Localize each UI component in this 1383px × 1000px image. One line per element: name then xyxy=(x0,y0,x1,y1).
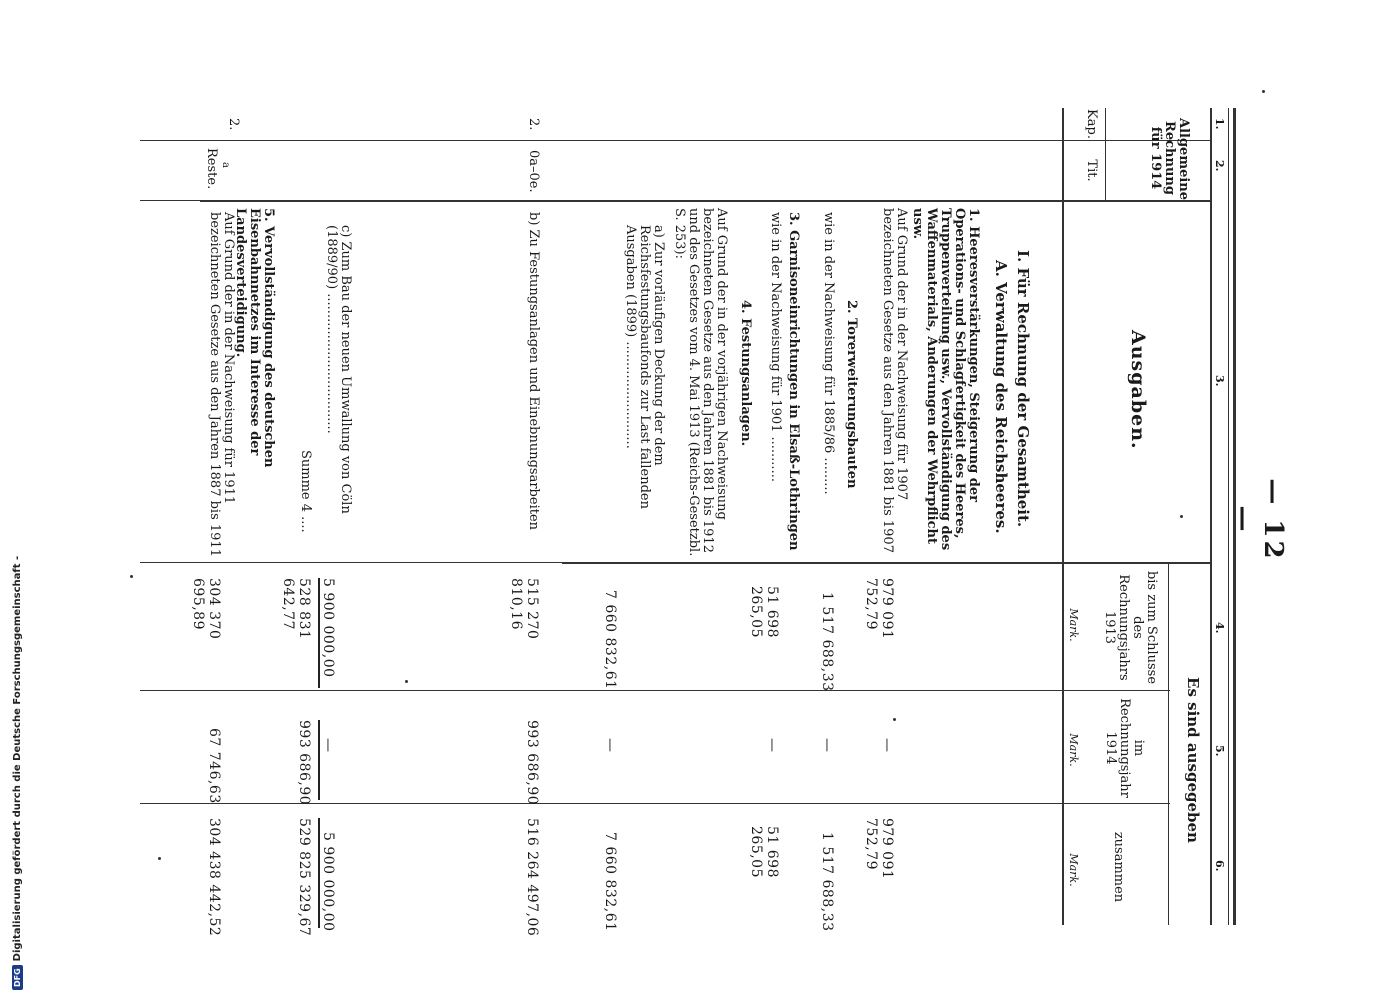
group-under-rule xyxy=(1168,562,1169,925)
row4c-c6: 5 900 000,00 xyxy=(320,832,336,932)
sep-col3-col4-full xyxy=(140,562,1210,563)
row4a-body: a) Zur vorläufigen Deckung der dem Reichsfestungsbaufonds zur Last fallenden Ausgaben (1899) .......................... xyxy=(623,225,666,509)
row3-title: 3. Garnisoneinrichtungen in Elsaß-Lothringen xyxy=(786,212,801,551)
sum4-rule-c6 xyxy=(318,818,320,928)
scan-speck xyxy=(130,575,133,578)
row1-title: 1. Heeresverstärkungen, Steigerung der Operations- und Schlagfertigkeit des Heeres, Truppenverteilung usw., Vervollständigung des Waffenmaterials, Änderungen der Wehrpflicht usw. xyxy=(910,208,981,551)
row4a-c6: 7 660 832,61 xyxy=(602,832,618,932)
scan-speck xyxy=(1262,90,1265,93)
sep-group-rule xyxy=(1170,562,1171,563)
dfg-logo: DFG xyxy=(12,965,23,990)
section-2: 2. Torerweiterungsbauten xyxy=(844,300,859,489)
row2-c4: 1 517 688,33 xyxy=(819,592,835,692)
row4b-body: b) Zu Festungsanlagen und Einebnungsarbeiten xyxy=(526,212,541,531)
col-number-3: 3. xyxy=(1213,375,1226,387)
row2-c6: 1 517 688,33 xyxy=(819,832,835,932)
top-thin-rule xyxy=(1228,108,1229,925)
unit-col5: Mark. xyxy=(1067,733,1080,767)
row5-body: Auf Grund der in der Nachweisung für 1911 bezeichneten Gesetze aus den Jahren 1887 bis 1911 xyxy=(207,212,236,557)
row4b-c5: 993 686,90 xyxy=(524,720,540,806)
unit-col4: Mark. xyxy=(1067,608,1080,642)
row1-c4: 979 091 752,79 xyxy=(863,578,895,640)
header-col5: im Rechnungsjahr 1914 xyxy=(1103,698,1146,798)
top-heavy-rule xyxy=(1233,108,1236,925)
row4b-kap: 2. xyxy=(526,118,541,131)
header-allg-rechnung: Allgemeine Rechnung für 1914 xyxy=(1148,118,1191,201)
row1-body: Auf Grund der in der Nachweisung für 1907 bezeichneten Gesetze aus den Jahren 1881 bis 1907 xyxy=(880,208,909,553)
colnum-strip-rule xyxy=(1210,108,1212,925)
row3-c5: — xyxy=(764,738,780,753)
col-number-4: 4. xyxy=(1213,622,1226,634)
sum4-c5: 993 686,90 xyxy=(296,720,312,806)
row5-tit2: Reste. xyxy=(204,148,219,190)
row4b-c6: 516 264 497,06 xyxy=(524,818,540,937)
sep-col5-col6-line xyxy=(140,803,1170,804)
row5-c5: 67 746,63 xyxy=(206,728,222,804)
sum4-label: Summe 4 .... xyxy=(298,450,313,533)
row2-c5: — xyxy=(819,738,835,753)
unit-col6: Mark. xyxy=(1067,853,1080,887)
scan-speck xyxy=(1180,515,1183,518)
sep-col1-col2 xyxy=(140,140,1210,141)
row1-c5: — xyxy=(879,738,895,753)
col-number-1: 1. xyxy=(1213,118,1226,130)
row5-kap: 2. xyxy=(226,118,241,131)
header-col6: zusammen xyxy=(1111,831,1126,903)
col-number-6: 6. xyxy=(1213,860,1226,872)
row4-intro: Auf Grund der in der vorjährigen Nachweisung bezeichneten Gesetze aus den Jahren 1881 bis 1912 und des Gesetzes vom 4. Mai 1913 (Reichs-Gesetzbl. S. 253): xyxy=(672,208,729,557)
row5-tit: a xyxy=(220,162,231,168)
row4a-c5: — xyxy=(602,738,618,753)
row4b-c4: 515 270 810,16 xyxy=(508,578,540,640)
section-4: 4. Festungsanlagen. xyxy=(738,300,753,447)
row5-c6: 304 438 442,52 xyxy=(206,818,222,937)
header-es-sind-ausgegeben: Es sind ausgegeben xyxy=(1184,677,1202,843)
sum4-c6: 529 825 329,67 xyxy=(296,818,312,937)
row1-c6: 979 091 752,79 xyxy=(863,818,895,880)
row3-c4: 51 698 265,05 xyxy=(748,586,780,638)
sep-col2-col3-full xyxy=(140,200,1210,201)
row4b-tit: 0a–0e. xyxy=(526,150,541,193)
sum4-c4: 528 831 642,77 xyxy=(280,578,312,640)
scan-speck xyxy=(893,718,896,721)
row4a-c4: 7 660 832,61 xyxy=(602,590,618,690)
col-number-5: 5. xyxy=(1213,745,1226,757)
footer-text: Digitalisierung gefördert durch die Deutsche Forschungsgemeinschaft - xyxy=(12,555,23,962)
sum4-rule-c4 xyxy=(318,578,320,688)
scan-speck xyxy=(158,857,161,860)
row4c-c4: 5 900 000,00 xyxy=(320,578,336,678)
scan-speck xyxy=(405,680,408,683)
row3-body: wie in der Nachweisung für 1901 ........... xyxy=(768,212,783,482)
col-number-2: 2. xyxy=(1213,160,1226,172)
sep-col4-col5-line xyxy=(140,690,1170,691)
row5-c4: 304 370 695,89 xyxy=(190,578,222,640)
row2-body: wie in der Nachweisung für 1885/86 ......... xyxy=(821,212,836,495)
header-tit: Tit. xyxy=(1084,159,1099,182)
col1-kap-rule xyxy=(1105,108,1106,200)
row3-c6: 51 698 265,05 xyxy=(748,826,780,878)
header-ausgaben: Ausgaben. xyxy=(1127,330,1149,450)
page-number: — 12 — xyxy=(1228,478,1288,562)
sum4-rule-c5 xyxy=(318,720,320,800)
header-kap: Kap. xyxy=(1084,109,1099,139)
row4c-body: c) Zum Bau der neuen Umwallung von Cöln (1889/90) .................................. xyxy=(324,225,353,514)
row5-title: 5. Vervollständigung des deutschen Eisenbahnnetzes im Interesse der Landesverteidigung. xyxy=(233,208,276,468)
row4c-c5: — xyxy=(320,738,336,753)
section-A: A. Verwaltung des Reichsheeres. xyxy=(992,260,1010,534)
kap-tit-sep xyxy=(1062,140,1105,141)
section-I: I. Für Rechnung der Gesamtheit. xyxy=(1014,250,1032,528)
header-col4: bis zum Schlusse des Rechnungsjahrs 1913 xyxy=(1102,570,1159,685)
digitization-footer xyxy=(12,556,23,990)
